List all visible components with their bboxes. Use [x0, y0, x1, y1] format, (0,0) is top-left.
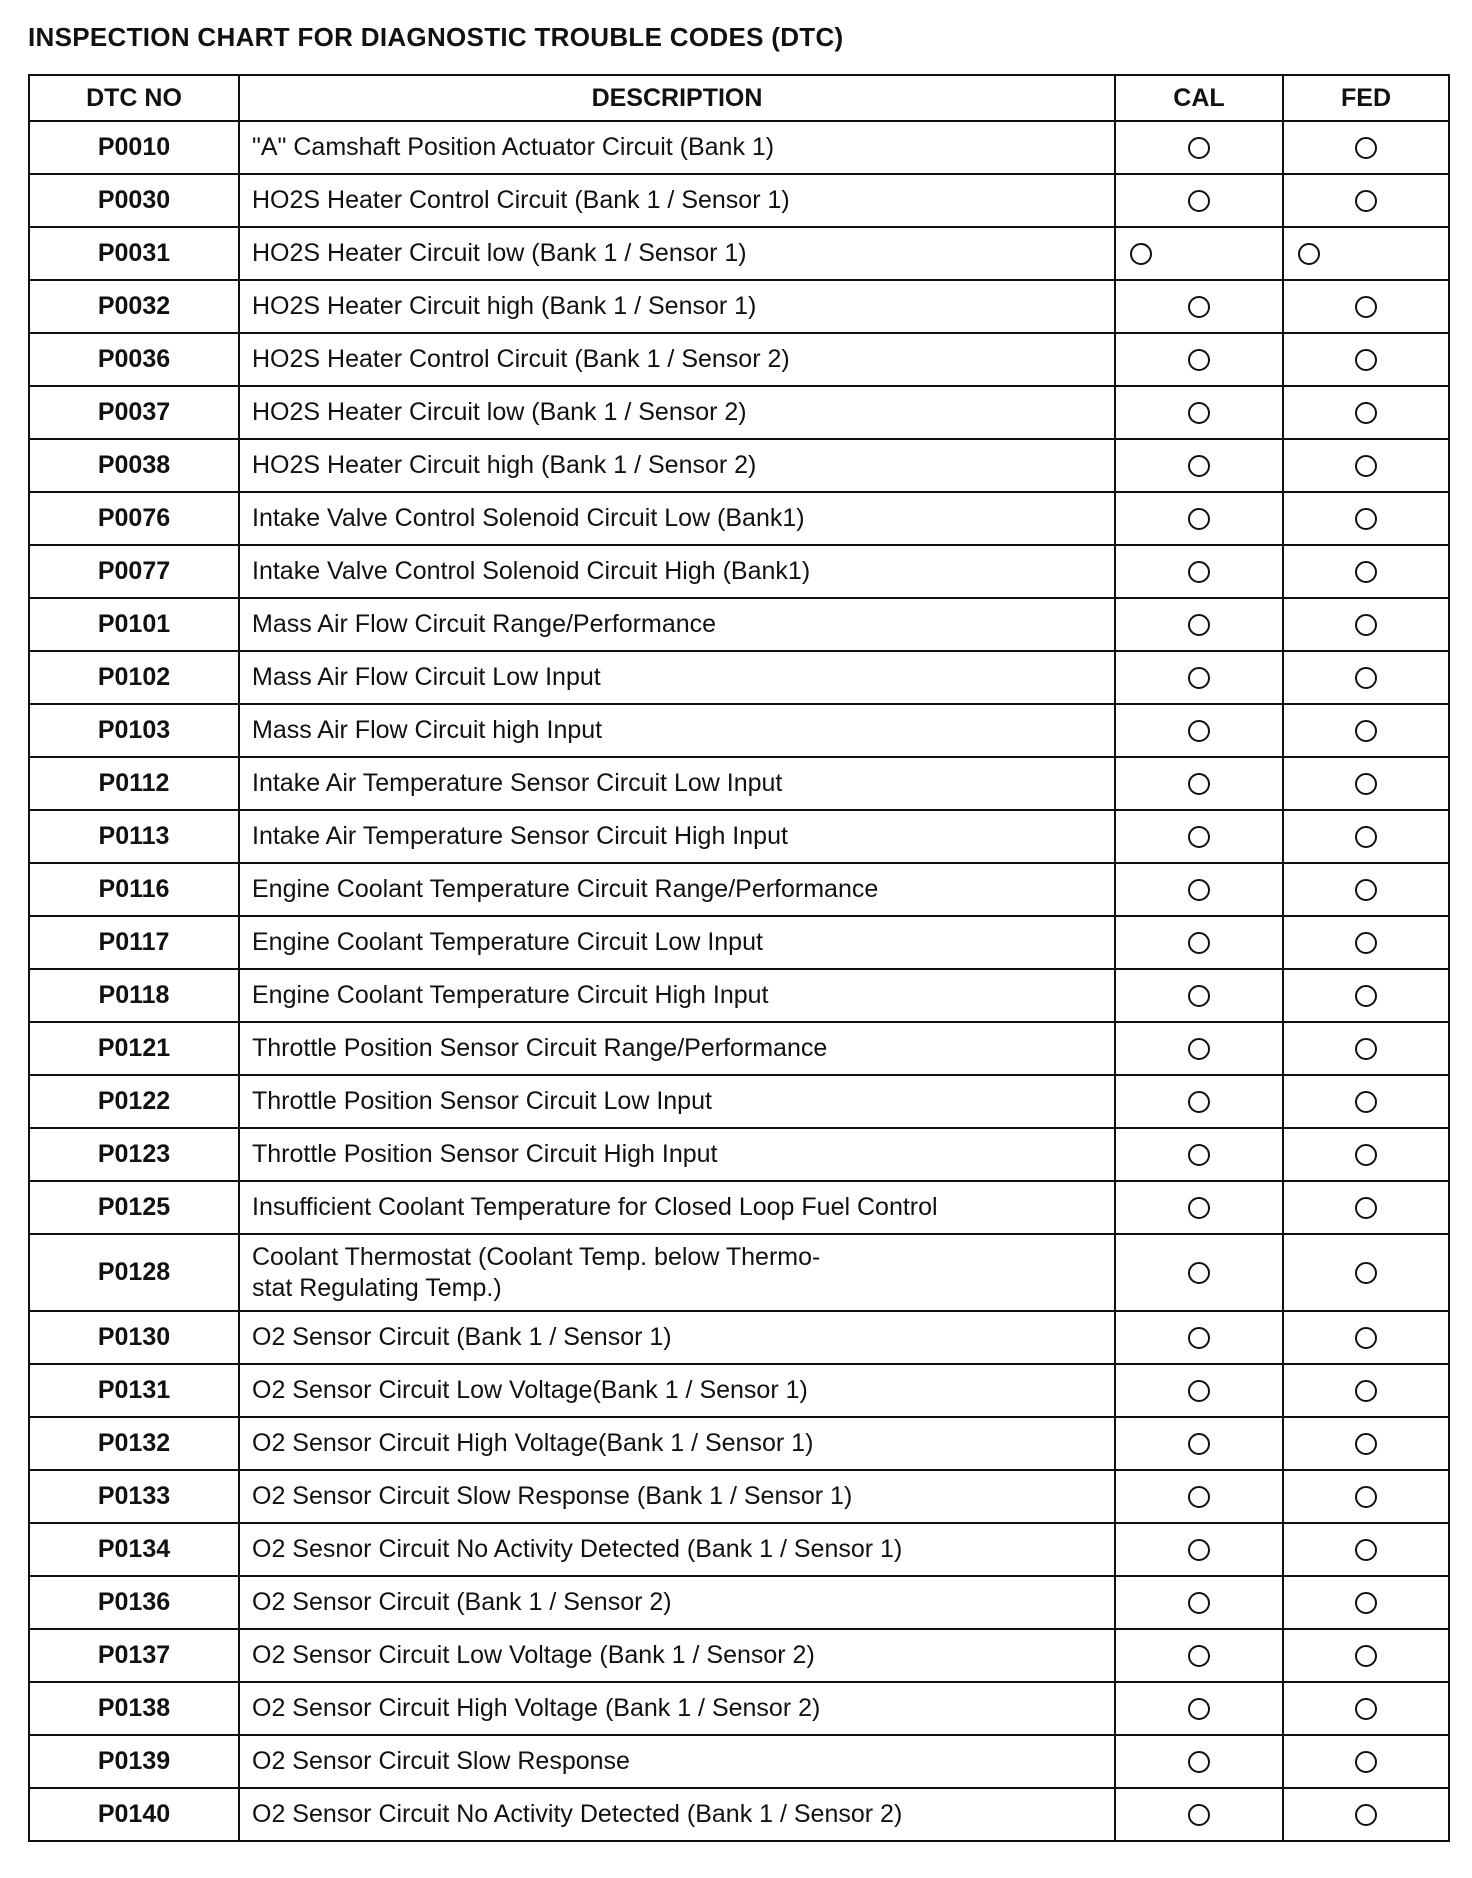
- dtc-description: Engine Coolant Temperature Circuit Range/Performance: [239, 863, 1115, 916]
- circle-icon: [1355, 1327, 1377, 1349]
- cal-cell: [1115, 333, 1283, 386]
- dtc-code: P0077: [29, 545, 239, 598]
- circle-icon: [1188, 720, 1210, 742]
- cal-cell: [1115, 174, 1283, 227]
- dtc-description: HO2S Heater Circuit high (Bank 1 / Sensor 1): [239, 280, 1115, 333]
- fed-cell: [1283, 227, 1449, 280]
- cal-cell: [1115, 1128, 1283, 1181]
- circle-icon: [1355, 1645, 1377, 1667]
- cal-cell: [1115, 1735, 1283, 1788]
- table-row: [29, 1234, 1449, 1311]
- dtc-code: P0103: [29, 704, 239, 757]
- table-row: [29, 545, 1449, 598]
- circle-icon: [1355, 1486, 1377, 1508]
- circle-icon: [1188, 349, 1210, 371]
- dtc-description: O2 Sensor Circuit Slow Response: [239, 1735, 1115, 1788]
- cal-cell: [1115, 704, 1283, 757]
- circle-icon: [1188, 614, 1210, 636]
- dtc-description: Intake Air Temperature Sensor Circuit High Input: [239, 810, 1115, 863]
- circle-icon: [1188, 1380, 1210, 1402]
- circle-icon: [1188, 1486, 1210, 1508]
- dtc-code: P0038: [29, 439, 239, 492]
- cal-cell: [1115, 969, 1283, 1022]
- dtc-code: P0102: [29, 651, 239, 704]
- dtc-code: P0037: [29, 386, 239, 439]
- circle-icon: [1188, 402, 1210, 424]
- circle-icon: [1188, 1197, 1210, 1219]
- dtc-description: Throttle Position Sensor Circuit High Input: [239, 1128, 1115, 1181]
- fed-cell: [1283, 1417, 1449, 1470]
- fed-cell: [1283, 333, 1449, 386]
- dtc-code: P0076: [29, 492, 239, 545]
- circle-icon: [1188, 985, 1210, 1007]
- fed-cell: [1283, 651, 1449, 704]
- table-row: [29, 227, 1449, 280]
- fed-cell: [1283, 386, 1449, 439]
- cal-cell: [1115, 1075, 1283, 1128]
- dtc-code: P0125: [29, 1181, 239, 1234]
- table-row: [29, 1417, 1449, 1470]
- circle-icon: [1355, 1804, 1377, 1826]
- cal-cell: [1115, 651, 1283, 704]
- circle-icon: [1188, 826, 1210, 848]
- fed-cell: [1283, 1523, 1449, 1576]
- circle-icon: [1355, 826, 1377, 848]
- cal-cell: [1115, 1576, 1283, 1629]
- circle-icon: [1188, 296, 1210, 318]
- dtc-code: P0122: [29, 1075, 239, 1128]
- table-row: [29, 810, 1449, 863]
- fed-cell: [1283, 1470, 1449, 1523]
- table-row: [29, 1788, 1449, 1841]
- dtc-code: P0128: [29, 1234, 239, 1311]
- dtc-description: [239, 1234, 1115, 1311]
- cal-cell: [1115, 1181, 1283, 1234]
- dtc-code: P0031: [29, 227, 239, 280]
- dtc-description: O2 Sensor Circuit High Voltage(Bank 1 / Sensor 1): [239, 1417, 1115, 1470]
- dtc-description: Engine Coolant Temperature Circuit High Input: [239, 969, 1115, 1022]
- dtc-description: HO2S Heater Circuit low (Bank 1 / Sensor 2): [239, 386, 1115, 439]
- dtc-description: O2 Sensor Circuit (Bank 1 / Sensor 2): [239, 1576, 1115, 1629]
- dtc-code: P0139: [29, 1735, 239, 1788]
- circle-icon: [1355, 561, 1377, 583]
- table-row: [29, 121, 1449, 174]
- circle-icon: [1188, 1327, 1210, 1349]
- table-row: [29, 1181, 1449, 1234]
- cal-cell: [1115, 1682, 1283, 1735]
- circle-icon: [1355, 932, 1377, 954]
- fed-cell: [1283, 1075, 1449, 1128]
- cal-cell: [1115, 280, 1283, 333]
- circle-icon: [1355, 402, 1377, 424]
- circle-icon: [1355, 1698, 1377, 1720]
- cal-cell: [1115, 1470, 1283, 1523]
- fed-cell: [1283, 1128, 1449, 1181]
- dtc-description: O2 Sensor Circuit Slow Response (Bank 1 / Sensor 1): [239, 1470, 1115, 1523]
- dtc-code: P0132: [29, 1417, 239, 1470]
- cal-cell: [1115, 439, 1283, 492]
- fed-cell: [1283, 704, 1449, 757]
- circle-icon: [1355, 773, 1377, 795]
- cal-cell: [1115, 1417, 1283, 1470]
- cal-cell: [1115, 810, 1283, 863]
- fed-cell: [1283, 757, 1449, 810]
- dtc-description: O2 Sensor Circuit (Bank 1 / Sensor 1): [239, 1311, 1115, 1364]
- circle-icon: [1355, 1539, 1377, 1561]
- fed-cell: [1283, 1788, 1449, 1841]
- circle-icon: [1355, 614, 1377, 636]
- fed-cell: [1283, 1629, 1449, 1682]
- table-row: [29, 1470, 1449, 1523]
- circle-icon: [1355, 985, 1377, 1007]
- circle-icon: [1355, 1144, 1377, 1166]
- dtc-code: P0130: [29, 1311, 239, 1364]
- table-row: [29, 1311, 1449, 1364]
- dtc-code: P0133: [29, 1470, 239, 1523]
- dtc-description: O2 Sensor Circuit No Activity Detected (Bank 1 / Sensor 2): [239, 1788, 1115, 1841]
- dtc-code: P0137: [29, 1629, 239, 1682]
- table-row: [29, 1523, 1449, 1576]
- circle-icon: [1355, 1038, 1377, 1060]
- dtc-code: P0136: [29, 1576, 239, 1629]
- circle-icon: [1355, 508, 1377, 530]
- fed-cell: [1283, 810, 1449, 863]
- table-row: [29, 1022, 1449, 1075]
- fed-cell: [1283, 174, 1449, 227]
- dtc-code: P0112: [29, 757, 239, 810]
- dtc-description: HO2S Heater Circuit low (Bank 1 / Sensor 1): [239, 227, 1115, 280]
- circle-icon: [1355, 1262, 1377, 1284]
- cal-cell: [1115, 1022, 1283, 1075]
- cal-cell: [1115, 757, 1283, 810]
- circle-icon: [1355, 1751, 1377, 1773]
- cal-cell: [1115, 1364, 1283, 1417]
- fed-cell: [1283, 1234, 1449, 1311]
- cal-cell: [1115, 1629, 1283, 1682]
- cal-cell: [1115, 863, 1283, 916]
- circle-icon: [1188, 1645, 1210, 1667]
- table-row: [29, 174, 1449, 227]
- circle-icon: [1188, 932, 1210, 954]
- circle-icon: [1188, 508, 1210, 530]
- table-row: [29, 492, 1449, 545]
- dtc-description: O2 Sensor Circuit High Voltage (Bank 1 / Sensor 2): [239, 1682, 1115, 1735]
- table-row: [29, 1629, 1449, 1682]
- fed-cell: [1283, 1682, 1449, 1735]
- fed-cell: [1283, 598, 1449, 651]
- circle-icon: [1355, 1592, 1377, 1614]
- dtc-description: Engine Coolant Temperature Circuit Low Input: [239, 916, 1115, 969]
- fed-cell: [1283, 439, 1449, 492]
- dtc-code: P0140: [29, 1788, 239, 1841]
- dtc-description: Throttle Position Sensor Circuit Range/Performance: [239, 1022, 1115, 1075]
- dtc-code: P0131: [29, 1364, 239, 1417]
- header-fed: FED: [1283, 75, 1449, 121]
- dtc-code: P0036: [29, 333, 239, 386]
- circle-icon: [1188, 1804, 1210, 1826]
- dtc-code: P0117: [29, 916, 239, 969]
- page-title: INSPECTION CHART FOR DIAGNOSTIC TROUBLE CODES (DTC): [28, 22, 844, 52]
- table-row: [29, 757, 1449, 810]
- circle-icon: [1355, 1433, 1377, 1455]
- table-row: [29, 386, 1449, 439]
- fed-cell: [1283, 1735, 1449, 1788]
- table-row: [29, 1128, 1449, 1181]
- circle-icon: [1188, 1433, 1210, 1455]
- table-row: [29, 1364, 1449, 1417]
- dtc-code: P0010: [29, 121, 239, 174]
- dtc-code: P0116: [29, 863, 239, 916]
- dtc-code: P0121: [29, 1022, 239, 1075]
- circle-icon: [1188, 1091, 1210, 1113]
- dtc-description: Intake Valve Control Solenoid Circuit Low (Bank1): [239, 492, 1115, 545]
- dtc-description: Intake Valve Control Solenoid Circuit High (Bank1): [239, 545, 1115, 598]
- circle-icon: [1355, 720, 1377, 742]
- fed-cell: [1283, 1364, 1449, 1417]
- dtc-description: HO2S Heater Control Circuit (Bank 1 / Sensor 2): [239, 333, 1115, 386]
- fed-cell: [1283, 969, 1449, 1022]
- dtc-description: HO2S Heater Control Circuit (Bank 1 / Sensor 1): [239, 174, 1115, 227]
- fed-cell: [1283, 863, 1449, 916]
- table-row: [29, 1682, 1449, 1735]
- circle-icon: [1188, 879, 1210, 901]
- circle-icon: [1188, 1038, 1210, 1060]
- fed-cell: [1283, 121, 1449, 174]
- cal-cell: [1115, 598, 1283, 651]
- cal-cell: [1115, 1234, 1283, 1311]
- circle-icon: [1188, 773, 1210, 795]
- fed-cell: [1283, 1311, 1449, 1364]
- dtc-description-line1: Coolant Thermostat (Coolant Temp. below Thermo-: [252, 1242, 821, 1271]
- table-row: [29, 1576, 1449, 1629]
- header-dtc-no: DTC NO: [29, 75, 239, 121]
- table-row: [29, 598, 1449, 651]
- circle-icon: [1188, 137, 1210, 159]
- fed-cell: [1283, 1022, 1449, 1075]
- dtc-code: P0101: [29, 598, 239, 651]
- dtc-code: P0032: [29, 280, 239, 333]
- dtc-description: Mass Air Flow Circuit Range/Performance: [239, 598, 1115, 651]
- table-row: [29, 333, 1449, 386]
- circle-icon: [1188, 561, 1210, 583]
- dtc-description: O2 Sesnor Circuit No Activity Detected (Bank 1 / Sensor 1): [239, 1523, 1115, 1576]
- circle-icon: [1188, 1698, 1210, 1720]
- dtc-table: [28, 74, 1450, 1842]
- circle-icon: [1355, 296, 1377, 318]
- cal-cell: [1115, 1311, 1283, 1364]
- circle-icon: [1355, 1380, 1377, 1402]
- circle-icon: [1355, 879, 1377, 901]
- dtc-description-line2: stat Regulating Temp.): [252, 1273, 502, 1302]
- circle-icon: [1188, 667, 1210, 689]
- cal-cell: [1115, 121, 1283, 174]
- header-description: DESCRIPTION: [239, 75, 1115, 121]
- circle-icon: [1130, 243, 1152, 265]
- fed-cell: [1283, 1576, 1449, 1629]
- dtc-description: Intake Air Temperature Sensor Circuit Low Input: [239, 757, 1115, 810]
- cal-cell: [1115, 1523, 1283, 1576]
- dtc-code: P0113: [29, 810, 239, 863]
- circle-icon: [1355, 1197, 1377, 1219]
- circle-icon: [1355, 349, 1377, 371]
- dtc-description: Mass Air Flow Circuit high Input: [239, 704, 1115, 757]
- cal-cell: [1115, 1788, 1283, 1841]
- cal-cell: [1115, 386, 1283, 439]
- circle-icon: [1188, 1144, 1210, 1166]
- table-row: [29, 704, 1449, 757]
- header-row: [29, 75, 1449, 121]
- circle-icon: [1355, 190, 1377, 212]
- circle-icon: [1355, 1091, 1377, 1113]
- circle-icon: [1298, 243, 1320, 265]
- dtc-description: Mass Air Flow Circuit Low Input: [239, 651, 1115, 704]
- circle-icon: [1188, 1539, 1210, 1561]
- table-row: [29, 651, 1449, 704]
- cal-cell: [1115, 227, 1283, 280]
- table-row: [29, 969, 1449, 1022]
- table-row: [29, 439, 1449, 492]
- dtc-code: P0134: [29, 1523, 239, 1576]
- dtc-code: P0123: [29, 1128, 239, 1181]
- header-cal: CAL: [1115, 75, 1283, 121]
- fed-cell: [1283, 545, 1449, 598]
- dtc-description: Insufficient Coolant Temperature for Closed Loop Fuel Control: [239, 1181, 1115, 1234]
- dtc-code: P0118: [29, 969, 239, 1022]
- cal-cell: [1115, 545, 1283, 598]
- table-row: [29, 916, 1449, 969]
- circle-icon: [1188, 455, 1210, 477]
- fed-cell: [1283, 1181, 1449, 1234]
- circle-icon: [1188, 1751, 1210, 1773]
- circle-icon: [1355, 455, 1377, 477]
- table-row: [29, 1075, 1449, 1128]
- circle-icon: [1355, 667, 1377, 689]
- circle-icon: [1188, 190, 1210, 212]
- fed-cell: [1283, 916, 1449, 969]
- dtc-description: "A" Camshaft Position Actuator Circuit (Bank 1): [239, 121, 1115, 174]
- circle-icon: [1188, 1592, 1210, 1614]
- circle-icon: [1188, 1262, 1210, 1284]
- dtc-code: P0138: [29, 1682, 239, 1735]
- dtc-description: O2 Sensor Circuit Low Voltage (Bank 1 / Sensor 2): [239, 1629, 1115, 1682]
- table-row: [29, 280, 1449, 333]
- fed-cell: [1283, 280, 1449, 333]
- dtc-description: Throttle Position Sensor Circuit Low Input: [239, 1075, 1115, 1128]
- fed-cell: [1283, 492, 1449, 545]
- dtc-description: HO2S Heater Circuit high (Bank 1 / Sensor 2): [239, 439, 1115, 492]
- cal-cell: [1115, 916, 1283, 969]
- table-row: [29, 1735, 1449, 1788]
- table-row: [29, 863, 1449, 916]
- circle-icon: [1355, 137, 1377, 159]
- cal-cell: [1115, 492, 1283, 545]
- dtc-description: O2 Sensor Circuit Low Voltage(Bank 1 / Sensor 1): [239, 1364, 1115, 1417]
- dtc-code: P0030: [29, 174, 239, 227]
